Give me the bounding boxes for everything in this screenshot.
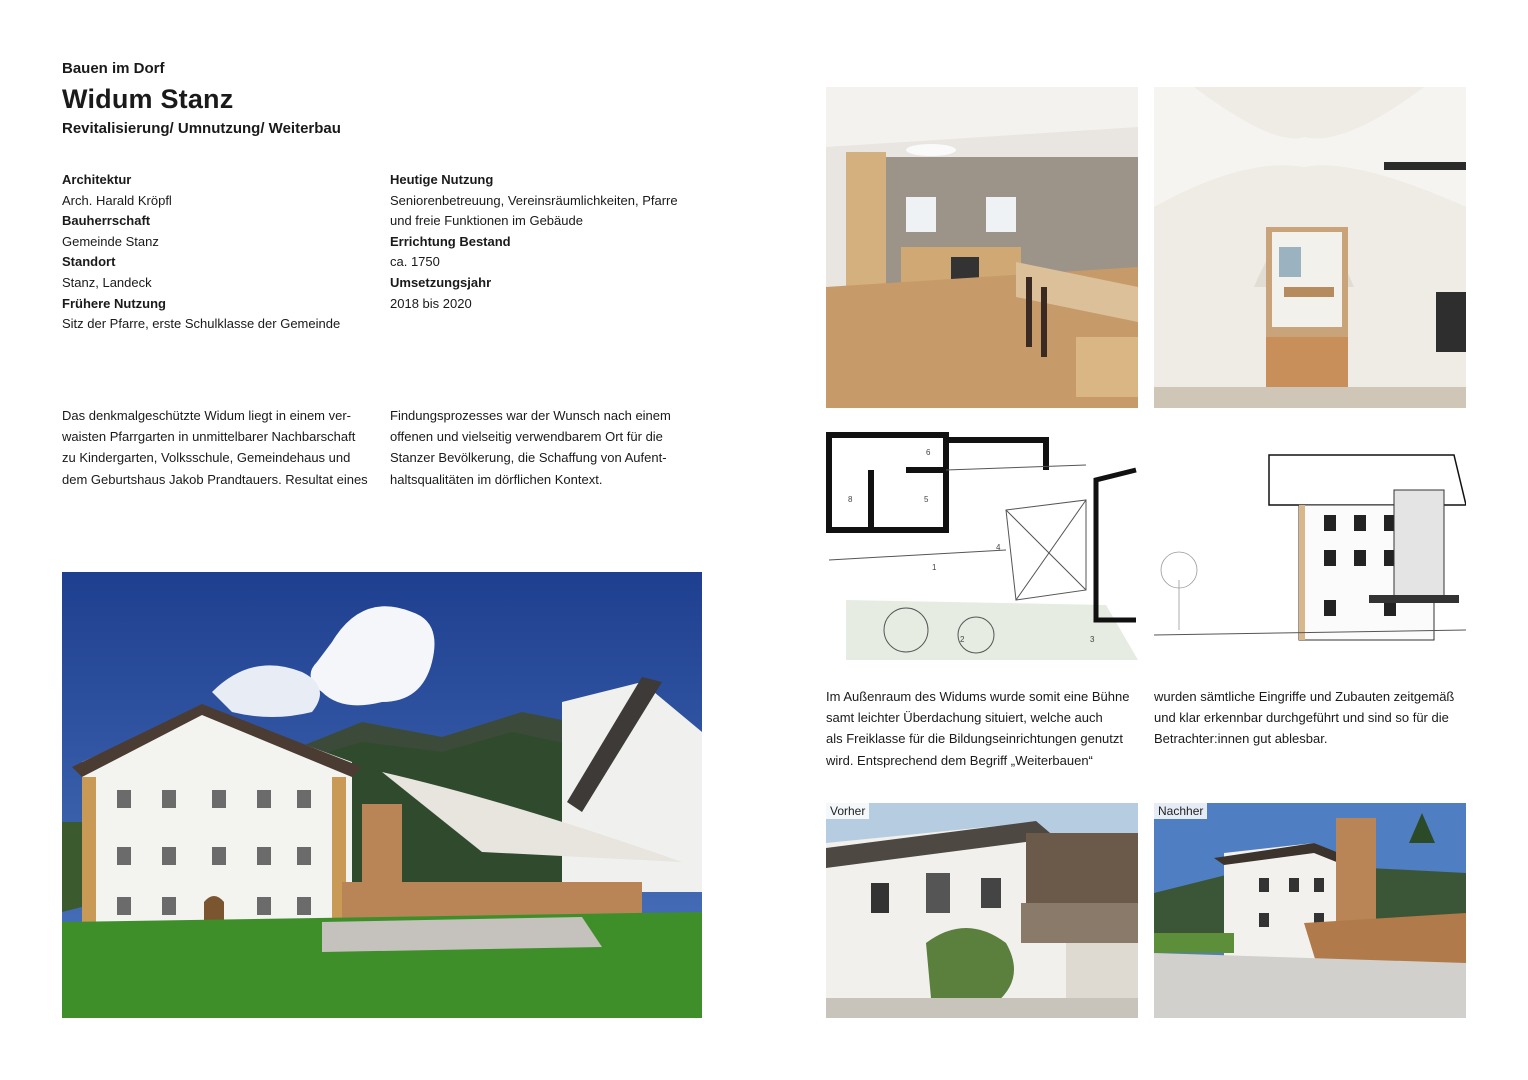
plan-room-number: 5 bbox=[924, 495, 929, 504]
text-line: wird. Entsprechend dem Begriff „Weiterbauen“ bbox=[826, 752, 1093, 768]
fact-value: ca. 1750 bbox=[390, 254, 440, 270]
kitchen-photo bbox=[826, 87, 1138, 408]
overline: Bauen im Dorf bbox=[62, 60, 165, 77]
fact-label: Frühere Nutzung bbox=[62, 295, 166, 311]
before-label: Vorher bbox=[826, 803, 869, 819]
main-exterior-photo bbox=[62, 572, 702, 1018]
after-label: Nachher bbox=[1154, 803, 1207, 819]
plan-room-number: 3 bbox=[1090, 635, 1095, 644]
fact-value: und freie Funktionen im Gebäude bbox=[390, 213, 583, 229]
text-line: Findungsprozesses war der Wunsch nach einem bbox=[390, 408, 671, 423]
after-photo bbox=[1154, 803, 1466, 1018]
paragraph-outdoor-cont bbox=[1154, 686, 1466, 750]
page-title: Widum Stanz bbox=[62, 84, 234, 114]
plan-room-number: 8 bbox=[848, 495, 853, 504]
fact-value: Gemeinde Stanz bbox=[62, 233, 159, 249]
floor-plan bbox=[826, 430, 1138, 660]
subtitle: Revitalisierung/ Umnutzung/ Weiterbau bbox=[62, 120, 341, 137]
paragraph-outdoor bbox=[826, 686, 1134, 771]
text-line: haltsqualitäten im dörflichen Kontext. bbox=[390, 471, 603, 487]
fact-value: Seniorenbetreuung, Vereinsräumlichkeiten, Pfarre bbox=[390, 192, 678, 208]
paragraph-intro bbox=[62, 405, 370, 490]
fact-label: Bauherrschaft bbox=[62, 213, 151, 229]
fact-value: Stanz, Landeck bbox=[62, 274, 152, 290]
fact-value: Arch. Harald Kröpfl bbox=[62, 192, 172, 208]
text-line: wurden sämtliche Eingriffe und Zubauten zeitgemäß bbox=[1154, 689, 1455, 704]
text-line: als Freiklasse für die Bildungseinrichtungen genutzt bbox=[826, 731, 1124, 747]
text-line: offenen und vielseitig verwendbarem Ort für die bbox=[390, 429, 663, 445]
fact-label: Architektur bbox=[62, 172, 132, 187]
plan-room-number: 4 bbox=[996, 543, 1001, 552]
text-line: dem Geburtshaus Jakob Prandtauers. Resultat eines bbox=[62, 471, 368, 487]
text-line: Stanzer Bevölkerung, die Schaffung von Aufent- bbox=[390, 450, 667, 466]
fact-label: Heutige Nutzung bbox=[390, 172, 494, 187]
vault-interior-photo bbox=[1154, 87, 1466, 408]
fact-value: Sitz der Pfarre, erste Schulklasse der Gemeinde bbox=[62, 316, 341, 332]
text-line: waisten Pfarrgarten in unmittelbarer Nachbarschaft bbox=[62, 429, 356, 445]
plan-room-number: 2 bbox=[960, 635, 965, 644]
plan-room-number: 1 bbox=[932, 563, 937, 572]
fact-label: Umsetzungsjahr bbox=[390, 274, 492, 290]
fact-label: Standort bbox=[62, 254, 116, 270]
text-line: Das denkmalgeschützte Widum liegt in einem ver- bbox=[62, 408, 352, 423]
text-line: samt leichter Überdachung situiert, welche auch bbox=[826, 710, 1103, 726]
text-line: und klar erkennbar durchgeführt und sind so für die bbox=[1154, 710, 1449, 726]
facts-left bbox=[62, 170, 362, 335]
text-line: zu Kindergarten, Volksschule, Gemeindehaus und bbox=[62, 450, 351, 466]
text-line: Betrachter:innen gut ablesbar. bbox=[1154, 731, 1328, 747]
before-photo bbox=[826, 803, 1138, 1018]
paragraph-intro-cont bbox=[390, 405, 690, 490]
fact-value: 2018 bis 2020 bbox=[390, 295, 472, 311]
facts-right bbox=[390, 170, 690, 314]
fact-label: Errichtung Bestand bbox=[390, 233, 511, 249]
plan-room-number: 6 bbox=[926, 448, 931, 457]
text-line: Im Außenraum des Widums wurde somit eine Bühne bbox=[826, 689, 1130, 704]
elevation-drawing bbox=[1154, 430, 1466, 660]
